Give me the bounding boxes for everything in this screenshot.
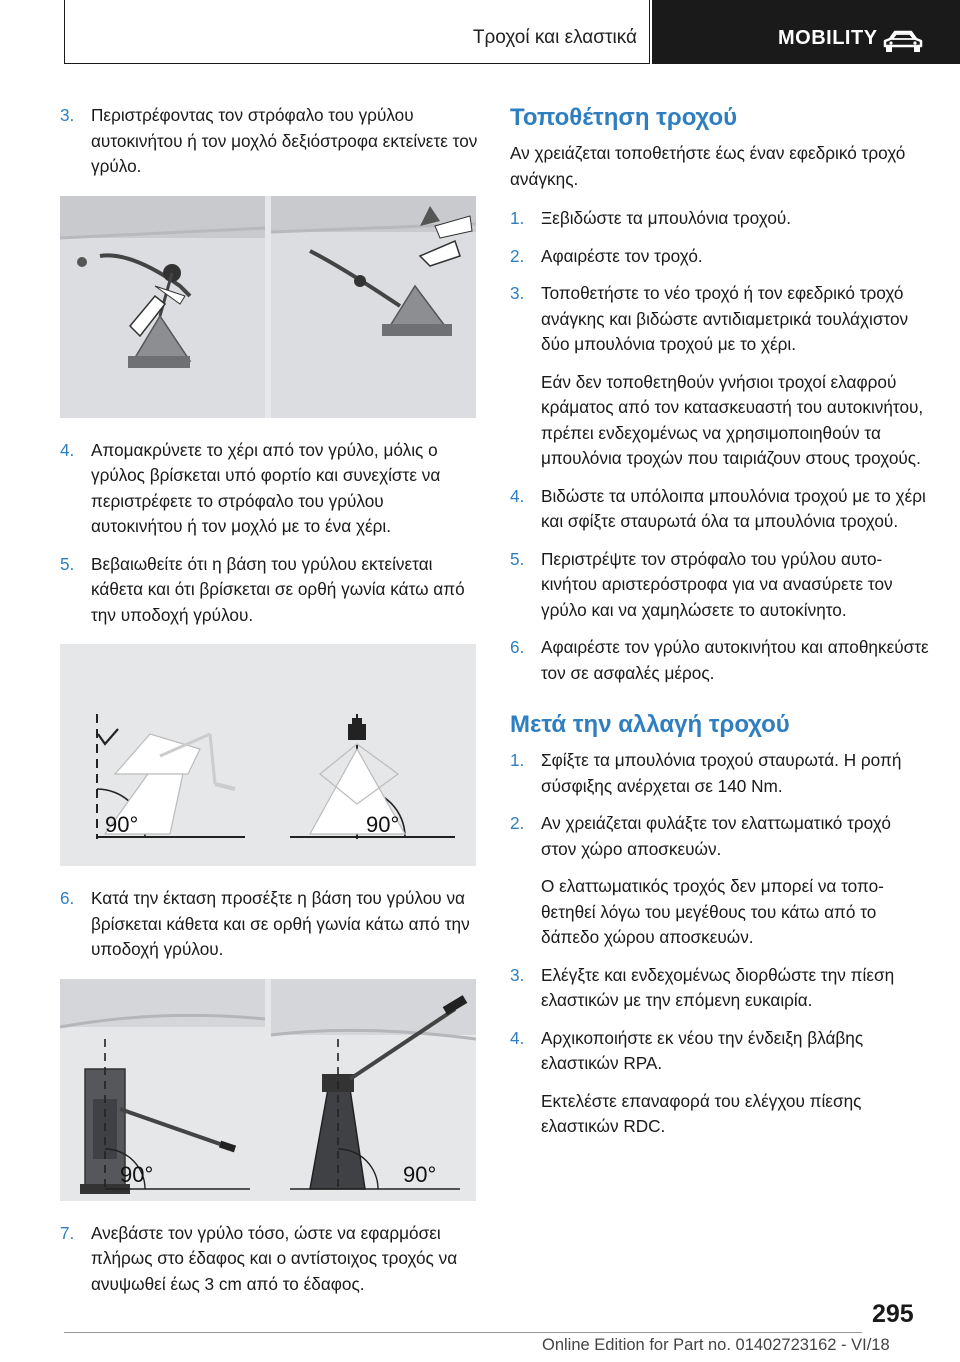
step-item [510, 1026, 930, 1077]
step-item [60, 103, 478, 180]
step-list [510, 206, 930, 686]
step-number: 1. [510, 208, 525, 228]
step-number: 6. [60, 888, 75, 908]
step-text: Αν χρειάζεται φυλάξτε τον ελαττωματικό τροχό στον χώρο αποσκευών. [541, 813, 891, 859]
angle-label-right: 90° [366, 812, 400, 837]
step-list [60, 1221, 478, 1298]
step-item [510, 244, 930, 270]
step-item [60, 552, 478, 629]
step-number: 5. [60, 553, 75, 574]
step-text: Σφίξτε τα μπουλόνια τροχού σταυρωτά. Η ροπή σύσφιξης ανέρχεται σε 140 Nm. [541, 750, 902, 796]
step-item [510, 547, 930, 624]
step-text: Τοποθετήστε το νέο τροχό ή τον εφεδρικό τροχό ανάγκης και βιδώστε αντιδιαμετρικά τουλάχιστον δύο μπουλόνια τροχού με το χέρι. [541, 283, 909, 354]
step-number: 4. [60, 439, 75, 460]
angle-label-left: 90° [105, 812, 139, 837]
step-item [510, 206, 930, 232]
step-text: Κατά την έκταση προσέξτε η βάση του γρύλου να βρίσκεται κάθετα και σε ορθή γωνία κάτω από την υποδοχή γρύλου. [91, 888, 470, 959]
step-number: 4. [510, 1027, 525, 1048]
step-text: Ανεβάστε τον γρύλο τόσο, ώστε να εφαρμόσει πλήρως στο έδαφος και ο αντίστοιχος τροχός να ανυψωθεί έως 3 cm από το έδαφος. [91, 1222, 458, 1294]
step-item [510, 484, 930, 535]
step-note: Εάν δεν τοποθετηθούν γνήσιοι τροχοί ελαφρού κράματος από τον κατασκευαστή του αυτοκινήτου, πρέπει ενδεχομένως να χρησιμοποιηθούν τα μπουλόνια τροχών που ταιριάζουν στους τροχούς. [541, 371, 924, 468]
edition-note: Online Edition for Part no. 01402723162 - VI/18 [542, 1336, 890, 1354]
step-item [510, 811, 930, 862]
header-frame [64, 0, 650, 64]
step-text: Βιδώστε τα υπόλοιπα μπουλόνια τροχού με το χέρι και σφίξτε σταυρωτά όλα τα μπουλόνια τροχού. [541, 485, 926, 531]
step-text: Ελέγξτε και ενδεχομένως διορθώστε την πίεση ελαστικών με την επόμενη ευκαιρία. [541, 964, 895, 1010]
footer-divider [64, 1332, 862, 1333]
step-list [60, 886, 478, 963]
left-column [60, 103, 478, 1309]
jack-angle-figure [60, 644, 476, 866]
step-number: 5. [510, 548, 525, 569]
step-note: Εκτελέστε επαναφορά του ελέγχου πίεσης ελαστικών RDC. [541, 1090, 862, 1136]
step-text: Απομακρύνετε το χέρι από τον γρύλο, μόλις ο γρύλος βρίσκεται υπό φορτίο και συνεχίστε να περιστρέφετε το στρόφαλο του γρύλου αυτοκινήτου ή τον μοχλό με το ένα χέρι. [91, 439, 441, 536]
right-column [510, 103, 930, 1152]
step-item [60, 438, 478, 540]
section-title: Τροχοί και ελαστικά [472, 27, 637, 48]
section-heading: Μετά την αλλαγή τροχού [510, 711, 790, 738]
step-number: 1. [510, 750, 525, 770]
step-item [60, 1221, 478, 1298]
jack-vertical-figure [60, 979, 476, 1201]
angle-label-right: 90° [403, 1161, 437, 1187]
section-intro: Αν χρειάζεται τοποθετήστε έως έναν εφεδρικό τροχό ανάγκης. [510, 143, 906, 189]
step-list [60, 438, 478, 629]
step-list [510, 748, 930, 1140]
step-text: Περιστρέψτε τον στρόφαλο του γρύλου αυτοκινήτου αριστερόστροφα για να ανασύρετε τον γρύλο και να χαμηλώσετε το αυτοκίνητο. [541, 548, 893, 620]
step-item [510, 748, 930, 799]
step-number: 2. [510, 813, 525, 833]
step-number: 6. [510, 637, 525, 657]
angle-label-left: 90° [120, 1161, 154, 1187]
car-icon [882, 29, 924, 55]
step-number: 4. [510, 485, 525, 506]
step-item [510, 635, 930, 686]
step-text: Αφαιρέστε τον τροχό. [541, 245, 703, 266]
chapter-label: MOBILITY [778, 27, 878, 49]
step-item [60, 886, 478, 963]
jack-crank-figure [60, 196, 476, 418]
step-text: Βεβαιωθείτε ότι η βάση του γρύλου εκτείνεται κάθετα και ότι βρίσκεται σε ορθή γωνία κάτω από την υποδοχή γρύλου. [91, 553, 465, 625]
step-item [510, 281, 930, 358]
page-number: 295 [872, 1300, 914, 1328]
step-text: Ξεβιδώστε τα μπουλόνια τροχού. [541, 208, 792, 228]
step-number: 7. [60, 1222, 75, 1243]
step-text: Περιστρέφοντας τον στρόφαλο του γρύλου αυτοκινήτου ή τον μοχλό δεξιόστροφα εκτείνετε τον γρύλο. [91, 105, 478, 176]
section-heading: Τοποθέτηση τροχού [510, 104, 738, 131]
step-note: Ο ελαττωματικός τροχός δεν μπορεί να τοποθετηθεί λόγω του μεγέθους του κάτω από το δάπεδο χώρου αποσκευών. [541, 876, 884, 947]
step-list [60, 103, 478, 180]
step-number: 3. [510, 964, 525, 985]
step-number: 2. [510, 245, 525, 266]
step-text: Αρχικοποιήστε εκ νέου την ένδειξη βλάβης ελαστικών RPA. [541, 1027, 864, 1073]
step-number: 3. [60, 105, 75, 125]
step-item [510, 963, 930, 1014]
step-text: Αφαιρέστε τον γρύλο αυτοκινήτου και αποθηκεύστε τον σε ασφαλές μέρος. [541, 637, 929, 683]
step-number: 3. [510, 283, 525, 303]
